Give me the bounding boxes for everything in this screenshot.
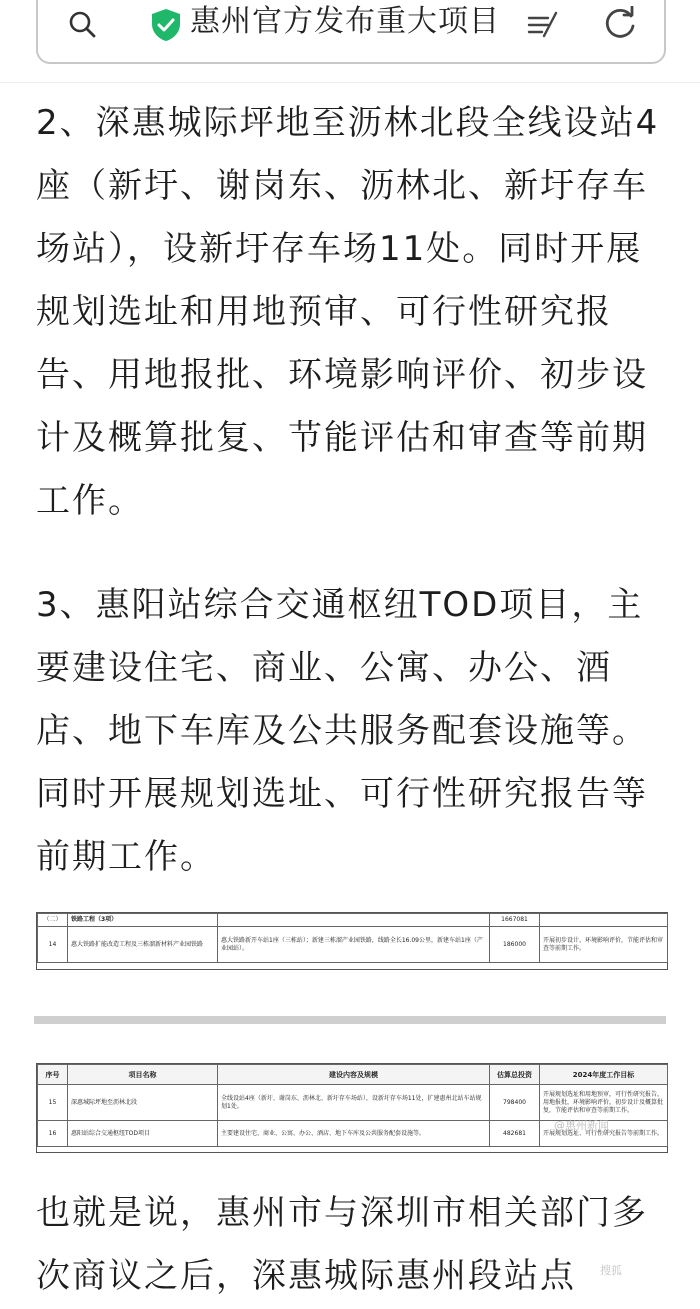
image-watermark: @惠州新闻 <box>554 1119 609 1132</box>
railway-table <box>37 913 668 963</box>
row-scope: 主要建设住宅、商业、公寓、办公、酒店、地下车库及公共服务配套设施等。 <box>218 1121 490 1147</box>
row-investment: 798400 <box>490 1085 540 1121</box>
row-no: （二） <box>38 914 68 927</box>
header-scope: 建设内容及规模 <box>218 1065 490 1085</box>
row-name: 铁路工程（3项） <box>68 914 218 927</box>
search-box[interactable] <box>36 0 666 64</box>
article-paragraph-4: 也就是说，惠州市与深圳市相关部门多次商议之后，深惠城际惠州段站点 <box>36 1193 648 1296</box>
row-no: 14 <box>38 927 68 963</box>
row-goal: 开展初步设计、环境影响评价，节能评估和审查等前期工作。 <box>540 927 668 963</box>
row-goal <box>540 914 668 927</box>
search-icon[interactable] <box>68 10 96 38</box>
table-image-intercity[interactable] <box>36 1063 668 1153</box>
row-scope: 全线设站4座（新圩、谢岗东、沥林北、新圩存车场站），设新圩存车场11处，扩建惠州北站车站规划1处。 <box>218 1085 490 1121</box>
table-row <box>38 914 668 927</box>
refresh-icon[interactable] <box>602 6 638 42</box>
row-name: 惠阳站综合交通枢纽TOD项目 <box>68 1121 218 1147</box>
site-title[interactable]: 惠州官方发布重大项目 <box>190 4 500 39</box>
top-divider <box>0 82 700 83</box>
row-scope <box>218 914 490 927</box>
top-bar <box>0 0 700 82</box>
row-goal: 开展规划选址、可行性研究报告等前期工作。 <box>540 1121 668 1147</box>
row-scope: 惠大铁路新开车站1座（三栋站）；新建三栋溜产业园铁路，线路全长16.09公里，新建车站1座（产业园站）。 <box>218 927 490 963</box>
shield-check-icon <box>150 8 182 42</box>
image-separator <box>34 1016 666 1024</box>
row-name: 惠大铁路扩能改造工程及三栋溜新材料产业园铁路 <box>68 927 218 963</box>
row-investment: 482681 <box>490 1121 540 1147</box>
header-goal: 2024年度工作目标 <box>540 1065 668 1085</box>
article-paragraph-3: 3、惠阳站综合交通枢纽TOD项目，主要建设住宅、商业、公寓、办公、酒店、地下车库及公共服务配套设施等。同时开展规划选址、可行性研究报告等前期工作。 <box>36 585 648 877</box>
table-header-row <box>38 1065 668 1085</box>
row-name: 深惠城际坪地至沥林北段 <box>68 1085 218 1121</box>
table-image-railway[interactable] <box>36 912 668 970</box>
row-investment: 1667081 <box>490 914 540 927</box>
header-name: 项目名称 <box>68 1065 218 1085</box>
table-row <box>38 1085 668 1121</box>
row-investment: 186000 <box>490 927 540 963</box>
header-investment: 估算总投资 <box>490 1065 540 1085</box>
row-no: 15 <box>38 1085 68 1121</box>
table-row <box>38 927 668 963</box>
text-filter-icon[interactable] <box>526 10 562 40</box>
article-paragraph-2: 2、深惠城际坪地至沥林北段全线设站4座（新圩、谢岗东、沥林北、新圩存车场站），设新圩存车场11处。同时开展规划选址和用地预审、可行性研究报告、用地报批、环境影响评价、初步设计及概算批复、节能评估和审查等前期工作。 <box>36 103 660 521</box>
row-goal: 开展规划选址和用地预审，可行性研究报告，用地报批，环境影响评价，初步设计及概算批复，节能评估和审查等前期工作。 <box>540 1085 668 1121</box>
corner-watermark: 搜狐 <box>600 1264 622 1277</box>
header-no: 序号 <box>38 1065 68 1085</box>
intercity-table <box>37 1064 668 1147</box>
row-no: 16 <box>38 1121 68 1147</box>
